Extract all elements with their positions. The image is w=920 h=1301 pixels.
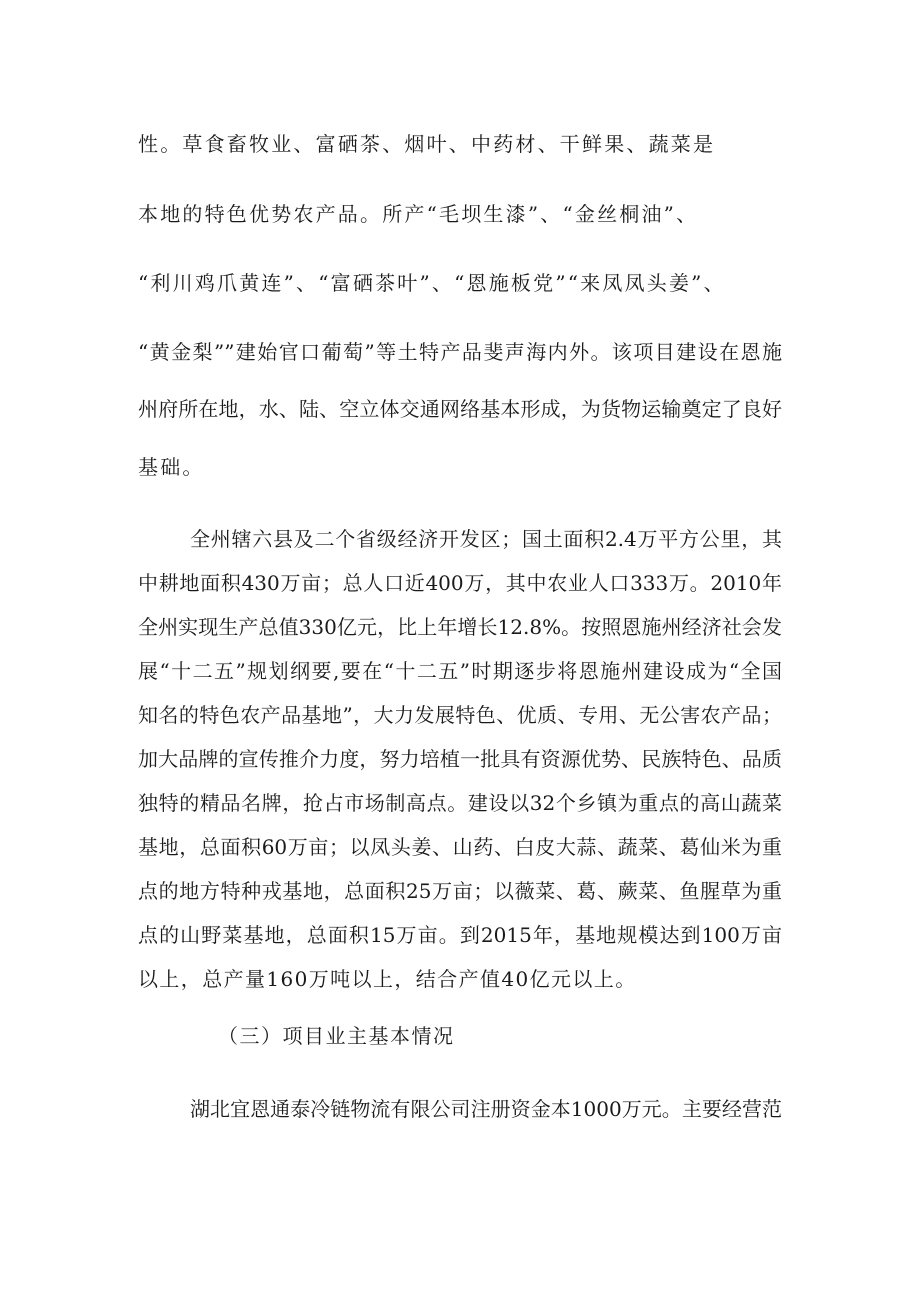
paragraph-1-line-2: 本地的特色优势农产品。所产“毛坝生漆”、“金丝桐油”、 [138,202,699,226]
paragraph-2-line-9: 点的地方特种戎基地，总面积25万亩；以薇菜、葛、蕨菜、鱼腥草为重 [138,879,782,903]
paragraph-2-line-1: 全州辖六县及二个省级经济开发区；国土面积2.4万平方公里，其 [190,527,782,551]
paragraph-1-line-6: 基础。 [138,455,205,479]
paragraph-2-line-8: 基地，总面积60万亩；以凤头姜、山药、白皮大蒜、蔬菜、葛仙米为重 [138,835,782,859]
paragraph-2-line-3: 全州实现生产总值330亿元，比上年增长12.8%。按照恩施州经济社会发 [138,615,782,639]
paragraph-1-line-5: 州府所在地，水、陆、空立体交通网络基本形成，为货物运输奠定了良好 [138,397,782,421]
paragraph-2-line-4: 展“十二五”规划纲要,要在“十二五”时期逐步将恩施州建设成为“全国 [138,659,782,683]
paragraph-1-line-3: “利川鸡爪黄连”、“富硒茶叶”、“恩施板党”“来凤凤头姜”、 [138,271,726,295]
paragraph-1-line-4: “黄金梨””建始官口葡萄”等土特产品斐声海内外。该项目建设在恩施 [138,340,782,364]
paragraph-3-line-1: 湖北宜恩通泰冷链物流有限公司注册资金本1000万元。主要经营范 [190,1097,782,1121]
paragraph-2-line-2: 中耕地面积430万亩；总人口近400万，其中农业人口333万。2010年 [138,571,782,595]
paragraph-2-line-10: 点的山野菜基地，总面积15万亩。到2015年，基地规模达到100万亩 [138,923,782,947]
paragraph-2-line-11: 以上，总产量160万吨以上，结合产值40亿元以上。 [138,967,637,991]
paragraph-2-line-7: 独特的精品名牌，抢占市场制高点。建设以32个乡镇为重点的高山蔬菜 [138,791,782,815]
paragraph-1-line-1: 性。草食畜牧业、富硒茶、烟叶、中药材、干鲜果、蔬菜是 [138,132,716,156]
section-heading: （三）项目业主基本情况 [218,1024,455,1048]
paragraph-2-line-5: 知名的特色农产品基地”，大力发展特色、优质、专用、无公害农产品； [138,703,782,727]
paragraph-2-line-6: 加大品牌的宣传推介力度，努力培植一批具有资源优势、民族特色、品质 [138,747,782,771]
